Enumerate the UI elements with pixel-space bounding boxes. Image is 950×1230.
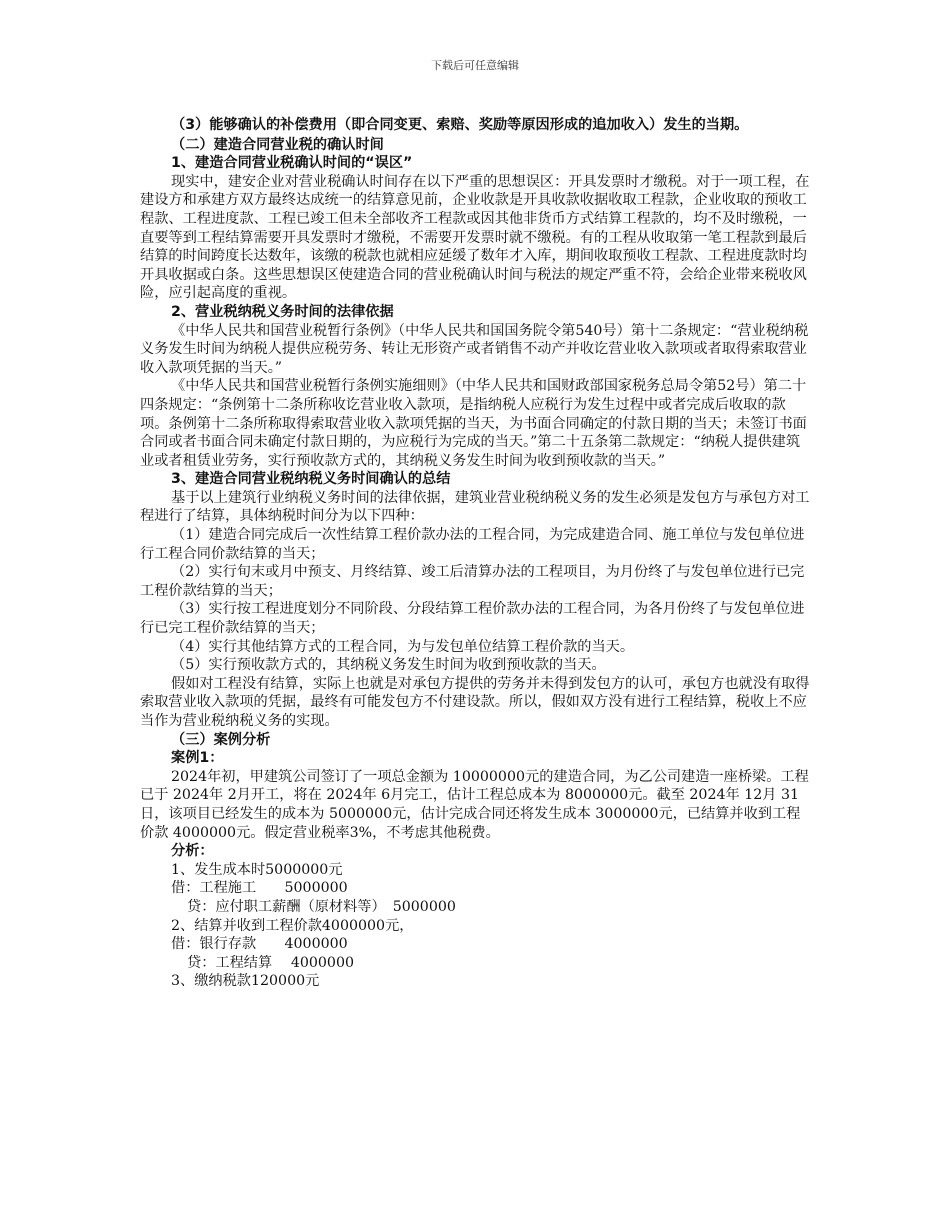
- section-heading-2: （二）建造合同营业税的确认时间: [171, 136, 384, 153]
- paragraph-regulation: 《中华人民共和国营业税暂行条例》（中华人民共和国国务院令第540号）第十二条规定：“营业税纳税义务发生时间为纳税人提供应税劳务、转让无形资产或者销售不动产并收讫营业收入款项或者取得索取营业收入款项凭据的当天。”: [140, 322, 809, 376]
- case-heading: 案例1：: [171, 750, 224, 767]
- analysis-heading: 分析：: [171, 843, 214, 860]
- document-body: [140, 116, 810, 991]
- paragraph-misconception: 现实中，建安企业对营业税确认时间存在以下严重的思想误区：开具发票时才缴税。对于一项工程，在建设方和承建方双方最终达成统一的结算意见前，企业收款是开具收款收据收取工程款，企业收取的预收工程款、工程进度款、工程已竣工但未全部收齐工程款或因其他非货币方式结算工程款的，均不及时缴税，一直要等到工程结算需要开具发票时才缴税，不需要开发票时就不缴税。有的工程从收取第一笔工程款到最后结算的时间跨度长达数年，该缴的税款也就相应延缓了数年才入库，期间收取预收工程款、工程进度款时均开具收据或白条。这些思想误区使建造合同的营业税确认时间与税法的规定严重不符，会给企业带来税收风险，应引起高度的重视。: [140, 173, 810, 302]
- paragraph-case: 2024年初，甲建筑公司签订了一项总金额为 10000000元的建造合同，为乙公司建造一座桥梁。工程已于 2024年 2月开工，将在 2024年 6月完工，估计工程总成本为 8000000元。截至 2024年 12月 31日，该项目已经发生的成本为 5000000元，估计完成合同还将发生成本 3000000元，已结算并收到工程价款 4000000元。假定营业税率3%，不考虑其他税费。: [140, 768, 809, 841]
- list-item-3: （3）实行按工程进度划分不同阶段、分段结算工程价款办法的工程合同，为各月份终了与发包单位进行已完工程价款结算的当天；: [140, 601, 805, 637]
- page-header: 下载后可任意编辑: [431, 59, 519, 72]
- list-item-1: （1）建造合同完成后一次性结算工程价款办法的工程合同，为完成建造合同、施工单位与发包单位进行工程合同价款结算的当天；: [140, 527, 805, 562]
- analysis-step-1: 1、发生成本时5000000元: [171, 861, 343, 878]
- subheading-legal-basis: 2、营业税纳税义务时间的法律依据: [171, 303, 394, 320]
- analysis-step-3: 3、缴纳税款120000元: [171, 973, 320, 990]
- journal-credit-1: 贷：应付职工薪酬（原材料等） 5000000: [187, 898, 456, 915]
- subheading-misconception: 1、建造合同营业税确认时间的“误区”: [171, 155, 413, 172]
- journal-debit-1: 借：工程施工 5000000: [171, 880, 348, 897]
- paragraph-summary-intro: 基于以上建筑行业纳税义务时间的法律依据，建筑业营业税纳税义务的发生必须是发包方与承包方对工程进行了结算，具体纳税时间分为以下四种：: [140, 489, 810, 525]
- paragraph-implementation-rules: 《中华人民共和国营业税暂行条例实施细则》（中华人民共和国财政部国家税务总局令第52号）第二十四条规定：“条例第十二条所称收讫营业收入款项，是指纳税人应税行为发生过程中或者完成后收取的款项。条例第十二条所称取得索取营业收入款项凭据的当天，为书面合同确定的付款日期的当天；未签订书面合同或者书面合同未确定付款日期的，为应税行为完成的当天。”第二十五条第二款规定：“纳税人提供建筑业或者租赁业劳务，实行预收款方式的，其纳税义务发生时间为收到预收款的当天。”: [140, 378, 807, 469]
- list-item-2: （2）实行旬末或月中预支、月终结算、竣工后清算办法的工程项目，为月份终了与发包单位进行已完工程价款结算的当天；: [140, 564, 805, 599]
- section-heading-3: （三）案例分析: [171, 731, 271, 748]
- subheading-summary: 3、建造合同营业税纳税义务时间确认的总结: [171, 471, 451, 488]
- list-item-5: （5）实行预收款方式的，其纳税义务发生时间为收到预收款的当天。: [171, 657, 606, 674]
- journal-debit-2: 借：银行存款 4000000: [171, 936, 348, 953]
- journal-credit-2: 贷：工程结算 4000000: [187, 954, 355, 971]
- paragraph-compensation: （3）能够确认的补偿费用（即合同变更、索赔、奖励等原因形成的追加收入）发生的当期。: [171, 117, 749, 133]
- analysis-step-2: 2、结算并收到工程价款4000000元，: [171, 917, 414, 934]
- paragraph-no-settlement: 假如对工程没有结算，实际上也就是对承包方提供的劳务并未得到发包方的认可，承包方也就没有取得索取营业收入款项的凭据，最终有可能发包方不付建设款。所以，假如双方没有进行工程结算，税收上不应当作为营业税纳税义务的实现。: [140, 675, 810, 729]
- list-item-4: （4）实行其他结算方式的工程合同，为与发包单位结算工程价款的当天。: [171, 638, 635, 655]
